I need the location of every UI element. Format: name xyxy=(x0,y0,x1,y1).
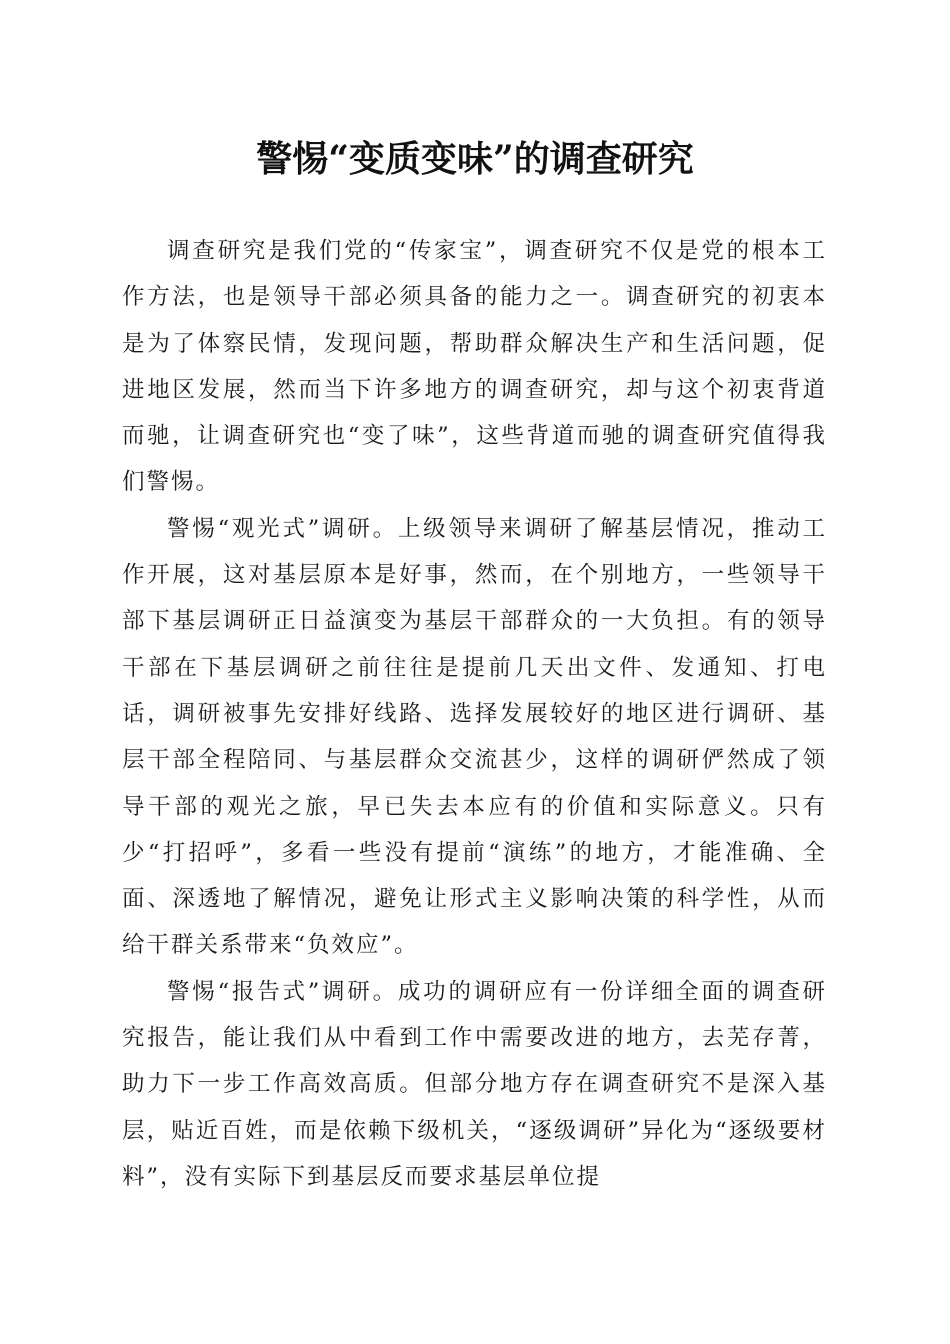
paragraph-1: 调查研究是我们党的“传家宝”，调查研究不仅是党的根本工作方法，也是领导干部必须具备的能力之一。调查研究的初衷本是为了体察民情，发现问题，帮助群众解决生产和生活问题，促进地区发展，然而当下许多地方的调查研究，却与这个初衷背道而驰，让调查研究也“变了味”，这些背道而驰的调查研究值得我们警惕。 xyxy=(122,238,827,496)
paragraph-3: 警惕“报告式”调研。成功的调研应有一份详细全面的调查研究报告，能让我们从中看到工作中需要改进的地方，去芜存菁，助力下一步工作高效高质。但部分地方存在调查研究不是深入基层，贴近百姓，而是依赖下级机关，“逐级调研”异化为“逐级要材料”，没有实际下到基层反而要求基层单位提 xyxy=(122,978,827,1190)
document-body xyxy=(122,228,827,1200)
document-title: 警惕“变质变味”的调查研究 xyxy=(256,138,694,180)
paragraph-2: 警惕“观光式”调研。上级领导来调研了解基层情况，推动工作开展，这对基层原本是好事，然而，在个别地方，一些领导干部下基层调研正日益演变为基层干部群众的一大负担。有的领导干部在下基层调研之前往往是提前几天出文件、发通知、打电话，调研被事先安排好线路、选择发展较好的地区进行调研、基层干部全程陪同、与基层群众交流甚少，这样的调研俨然成了领导干部的观光之旅，早已失去本应有的价值和实际意义。只有少“打招呼”，多看一些没有提前“演练”的地方，才能准确、全面、深透地了解情况，避免让形式主义影响决策的科学性，从而给干群关系带来“负效应”。 xyxy=(122,515,827,959)
